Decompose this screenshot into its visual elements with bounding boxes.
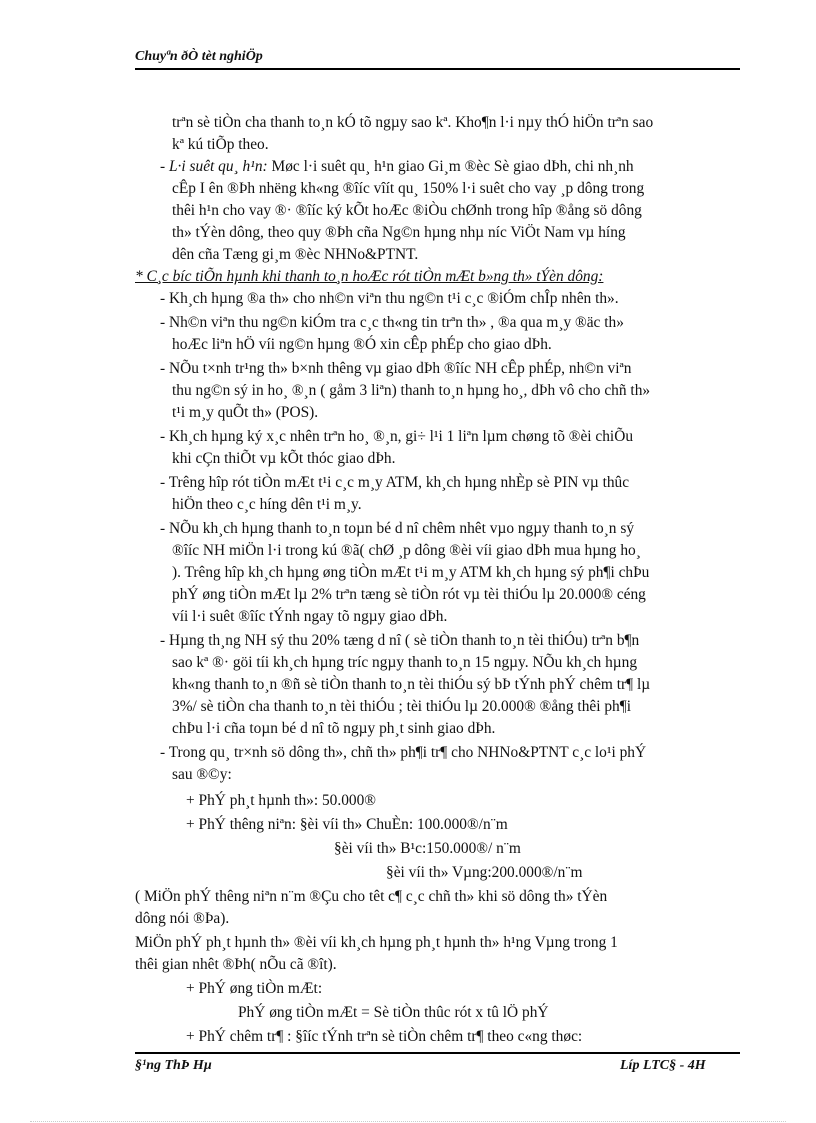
text-line: trªn sè tiÒn cha thanh to¸n kÓ tõ ngµy sao kª. Kho¶n l·i nµy thÓ hiÖn trªn sao bbox=[172, 114, 654, 131]
footer-author: §¹ng ThÞ Hµ bbox=[135, 1058, 212, 1073]
text-line: kh«ng thanh to¸n ®ñ sè tiÒn thanh to¸n tèi thiÓu sý bÞ tÝnh phÝ chêm tr¶ lµ bbox=[172, 676, 651, 693]
text-line: dên cña Tæng gi¸m ®èc NHNo&PTNT. bbox=[172, 246, 419, 263]
text-line: - NÕu kh¸ch hµng thanh to¸n toµn bé d nî chêm nhêt vµo ngµy thanh to¸n sý bbox=[160, 520, 635, 537]
text-line: §èi víi th» B¹c:150.000®/ n¨m bbox=[334, 840, 521, 857]
page-edge-divider bbox=[30, 1121, 786, 1122]
rate-text: Møc l·i suêt qu¸ h¹n giao Gi¸m ®èc Sè giao dÞh, chi nh¸nh bbox=[267, 158, 634, 175]
text-line: - Nh©n viªn thu ng©n kiÓm tra c¸c th«ng tin trªn th» , ®a qua m¸y ®äc th» bbox=[160, 314, 624, 331]
text-line: hiÖn theo c¸c híng dên t¹i m¸y. bbox=[172, 496, 362, 513]
text-line: chÞu l·i cña toµn bé d nî tõ ngµy ph¸t sinh giao dÞh. bbox=[172, 720, 496, 737]
text-line: khi cÇn thiÕt vµ kÕt thóc giao dÞh. bbox=[172, 450, 396, 467]
list-dash: - bbox=[160, 158, 169, 175]
text-line: + PhÝ thêng niªn: §èi víi th» ChuÈn: 100.000®/n¨m bbox=[186, 816, 508, 833]
text-line: cÊp I ên ®Þh nhëng kh«ng ®îíc vîít qu¸ 150% l·i suêt cho vay ¸p dông trong bbox=[172, 180, 645, 197]
header-rule bbox=[135, 68, 740, 70]
text-line: ( MiÖn phÝ thêng niªn n¨m ®Çu cho têt c¶ c¸c chñ th» khi sö dông th» tÝèn bbox=[135, 888, 608, 905]
text-line: MiÖn phÝ ph¸t hµnh th» ®èi víi kh¸ch hµng ph¸t hµnh th» h¹ng Vµng trong 1 bbox=[135, 934, 618, 951]
text-line: 3%/ sè tiÒn cha thanh to¸n tèi thiÓu ; tèi thiÓu lµ 20.000® ®ång thêi ph¶i bbox=[172, 698, 631, 715]
text-line: thu ng©n sý in ho¸ ®¸n ( gåm 3 liªn) thanh to¸n hµng ho¸, dÞh vô cho chñ th» bbox=[172, 382, 651, 399]
text-line: sao kª ®· göi tíi kh¸ch hµng tríc ngµy thanh to¸n 15 ngµy. NÕu kh¸ch hµng bbox=[172, 654, 638, 671]
text-line: kª kú tiÕp theo. bbox=[172, 136, 269, 153]
text-line: - Kh¸ch hµng ®a th» cho nh©n viªn thu ng©n t¹i c¸c ®iÓm chÎp nhên th». bbox=[160, 290, 619, 307]
document-header-title: Chuyªn ðÒ tèt nghiÖp bbox=[135, 49, 263, 64]
text-line: - Trêng hîp rót tiÒn mÆt t¹i c¸c m¸y ATM, kh¸ch hµng nhÈp sè PIN vµ thûc bbox=[160, 474, 630, 491]
text-line: + PhÝ ph¸t hµnh th»: 50.000® bbox=[186, 792, 376, 809]
rate-label: L·i suêt qu¸ h¹n: bbox=[168, 158, 268, 175]
text-line: PhÝ øng tiÒn mÆt = Sè tiÒn thûc rót x tû lÖ phÝ bbox=[238, 1004, 549, 1021]
section-heading: * C¸c bíc tiÕn hµnh khi thanh to¸n hoÆc rót tiÒn mÆt b»ng th» tÝèn dông: bbox=[135, 268, 604, 285]
text-line: víi l·i suêt ®îíc tÝnh ngay tõ ngµy giao dÞh. bbox=[172, 608, 448, 625]
footer-rule bbox=[135, 1052, 740, 1054]
text-line: t¹i m¸y quÕt th» (POS). bbox=[172, 404, 319, 421]
text-line: hoÆc liªn hÖ víi ng©n hµng ®Ó xin cÊp phÉp cho giao dÞh. bbox=[172, 336, 552, 353]
text-line: §èi víi th» Vµng:200.000®/n¨m bbox=[386, 864, 583, 881]
text-line: thêi h¹n cho vay ®· ®îíc ký kÕt hoÆc ®iÒu chØnh trong hîp ®ång sö dông bbox=[172, 202, 642, 219]
text-line: ). Trêng hîp kh¸ch hµng øng tiÒn mÆt t¹i m¸y ATM kh¸ch hµng sý ph¶i chÞu bbox=[172, 564, 650, 581]
text-line: - Hµng th¸ng NH sý thu 20% tæng d nî ( sè tiÒn thanh to¸n tèi thiÓu) trªn b¶n bbox=[160, 632, 640, 649]
text-line: dông nói ®Þa). bbox=[135, 910, 230, 927]
text-line: sau ®©y: bbox=[172, 766, 232, 783]
text-line: + PhÝ chêm tr¶ : §îíc tÝnh trªn sè tiÒn chêm tr¶ theo c«ng thøc: bbox=[186, 1028, 583, 1045]
text-line: ®îíc NH miÖn l·i trong kú ®ã( chØ ¸p dông ®èi víi giao dÞh mua hµng ho¸ bbox=[172, 542, 641, 559]
text-line: - Kh¸ch hµng ký x¸c nhên trªn ho¸ ®¸n, gi÷ l¹i 1 liªn lµm chøng tõ ®èi chiÕu bbox=[160, 428, 634, 445]
text-line: th» tÝèn dông, theo quy ®Þh cña Ng©n hµng nhµ níc ViÖt Nam vµ híng bbox=[172, 224, 626, 241]
text-line: + PhÝ øng tiÒn mÆt: bbox=[186, 980, 323, 997]
text-line: thêi gian nhêt ®Þh( nÕu cã ®ît). bbox=[135, 956, 337, 973]
text-line-rate bbox=[160, 156, 634, 178]
text-line: phÝ øng tiÒn mÆt lµ 2% trªn tæng sè tiÒn rót vµ tèi thiÓu lµ 20.000® céng bbox=[172, 586, 646, 603]
text-line: - NÕu t×nh tr¹ng th» b×nh thêng vµ giao dÞh ®îíc NH cÊp phÉp, nh©n viªn bbox=[160, 360, 632, 377]
text-line: - Trong qu¸ tr×nh sö dông th», chñ th» ph¶i tr¶ cho NHNo&PTNT c¸c lo¹i phÝ bbox=[160, 744, 647, 761]
footer-class: Líp LTC§ - 4H bbox=[620, 1058, 706, 1073]
